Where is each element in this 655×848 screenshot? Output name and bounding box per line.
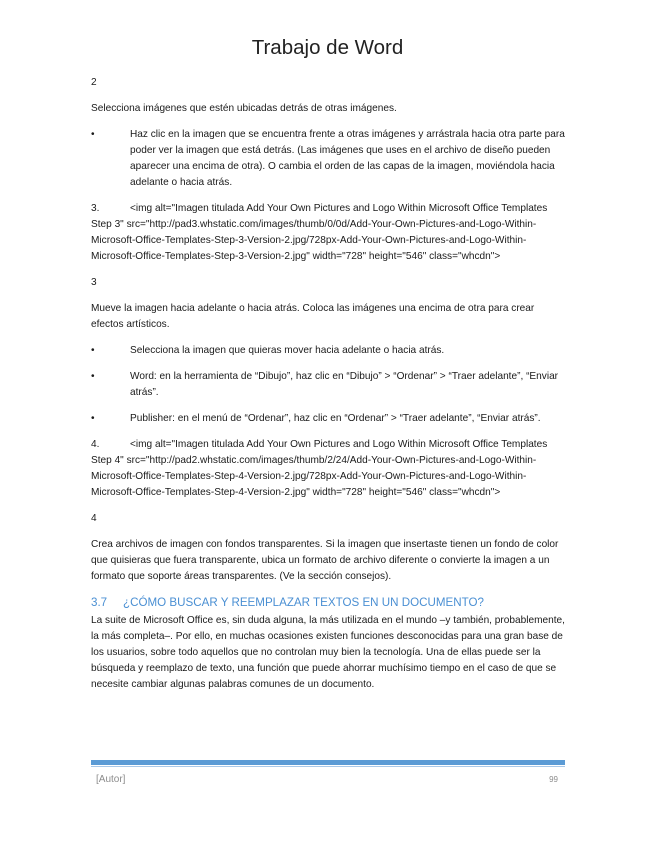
- document-body: [91, 75, 565, 703]
- paragraph: Crea archivos de imagen con fondos transparentes. Si la imagen que insertaste tienen un fondo de color que quisieras que fuera transparente, ubica un formato de archivo diferente o convierte la imagen a un formato que soporte áreas transparentes. (Ve la sección consejos).: [91, 539, 559, 582]
- step-text: <img alt="Imagen titulada Add Your Own Pictures and Logo Within Microsoft Office Templates Step 3" src="http://pad3.whstatic.com/images/thumb/0/0d/Add-Your-Own-Pictures-and-Logo-Within-Microsoft-Office-Templates-Step-3-Version-2.jpg/728px-Add-Your-Own-Pictures-and-Logo-Within-Microsoft-Office-Templates-Step-3-Version-2.jpg" width="728" height="546" class="whcdn">: [91, 203, 548, 262]
- paragraph-step-number: 4: [91, 513, 97, 524]
- bullet-text: Publisher: en el menú de “Ordenar”, haz clic en “Ordenar” > “Traer adelante”, “Enviar atrás”.: [130, 413, 541, 424]
- bullet-text: Word: en la herramienta de “Dibujo”, haz clic en “Dibujo” > “Ordenar” > “Traer adelante”, “Enviar atrás”.: [130, 371, 559, 398]
- paragraph: La suite de Microsoft Office es, sin duda alguna, la más utilizada en el mundo –y también, probablemente, la más completa–. Por ello, en muchas ocasiones existen funciones desconocidas para una gran base de los usuarios, sobre todo aquellos que no controlan muy bien la tecnología. Una de ellas puede ser la búsqueda y reemplazo de texto, una función que puede ahorrar muchísimo tiempo en el caso de que se necesite cambiar algunas palabras comunes de un documento.: [91, 615, 565, 690]
- section-heading-number: 3.7: [91, 596, 108, 609]
- footer-page-number: 99: [549, 775, 558, 784]
- bullet-text: Haz clic en la imagen que se encuentra frente a otras imágenes y arrástrala hacia otra parte para poder ver la imagen que está detrás. (Las imágenes que uses en el archivo de diseño pueden aparecer una encima de otra). O cambia el orden de las capas de la imagen, moviéndola hacia adelante o hacia atrás.: [130, 129, 565, 188]
- paragraph-step-number: 3: [91, 277, 97, 288]
- bullet-marker: •: [91, 345, 95, 356]
- paragraph-step-number: 2: [91, 77, 97, 88]
- bullet-text: Selecciona la imagen que quieras mover hacia adelante o hacia atrás.: [130, 345, 445, 356]
- section-heading-text: ¿CÓMO BUSCAR Y REEMPLAZAR TEXTOS EN UN DOCUMENTO?: [123, 596, 484, 609]
- bullet-item: [91, 127, 565, 191]
- bullet-item: [91, 369, 565, 401]
- step-item: [91, 437, 565, 501]
- bullet-item: [91, 411, 565, 427]
- footer-author: [Autor]: [96, 774, 126, 785]
- step-number: 4.: [91, 439, 100, 450]
- bullet-marker: •: [91, 413, 95, 424]
- paragraph: Selecciona imágenes que estén ubicadas detrás de otras imágenes.: [91, 103, 397, 114]
- bullet-marker: •: [91, 129, 95, 140]
- footer-divider: [91, 766, 565, 767]
- page-title: Trabajo de Word: [251, 36, 404, 59]
- bullet-item: [91, 343, 565, 359]
- step-item: [91, 201, 565, 265]
- section-heading: [91, 595, 565, 611]
- paragraph: Mueve la imagen hacia adelante o hacia atrás. Coloca las imágenes una encima de otra para crear efectos artísticos.: [91, 303, 535, 330]
- step-number: 3.: [91, 203, 100, 214]
- step-text: <img alt="Imagen titulada Add Your Own Pictures and Logo Within Microsoft Office Templates Step 4" src="http://pad2.whstatic.com/images/thumb/2/24/Add-Your-Own-Pictures-and-Logo-Within-Microsoft-Office-Templates-Step-4-Version-2.jpg/728px-Add-Your-Own-Pictures-and-Logo-Within-Microsoft-Office-Templates-Step-4-Version-2.jpg" width="728" height="546" class="whcdn">: [91, 439, 548, 498]
- bullet-marker: •: [91, 371, 95, 382]
- footer-bar: [91, 760, 565, 765]
